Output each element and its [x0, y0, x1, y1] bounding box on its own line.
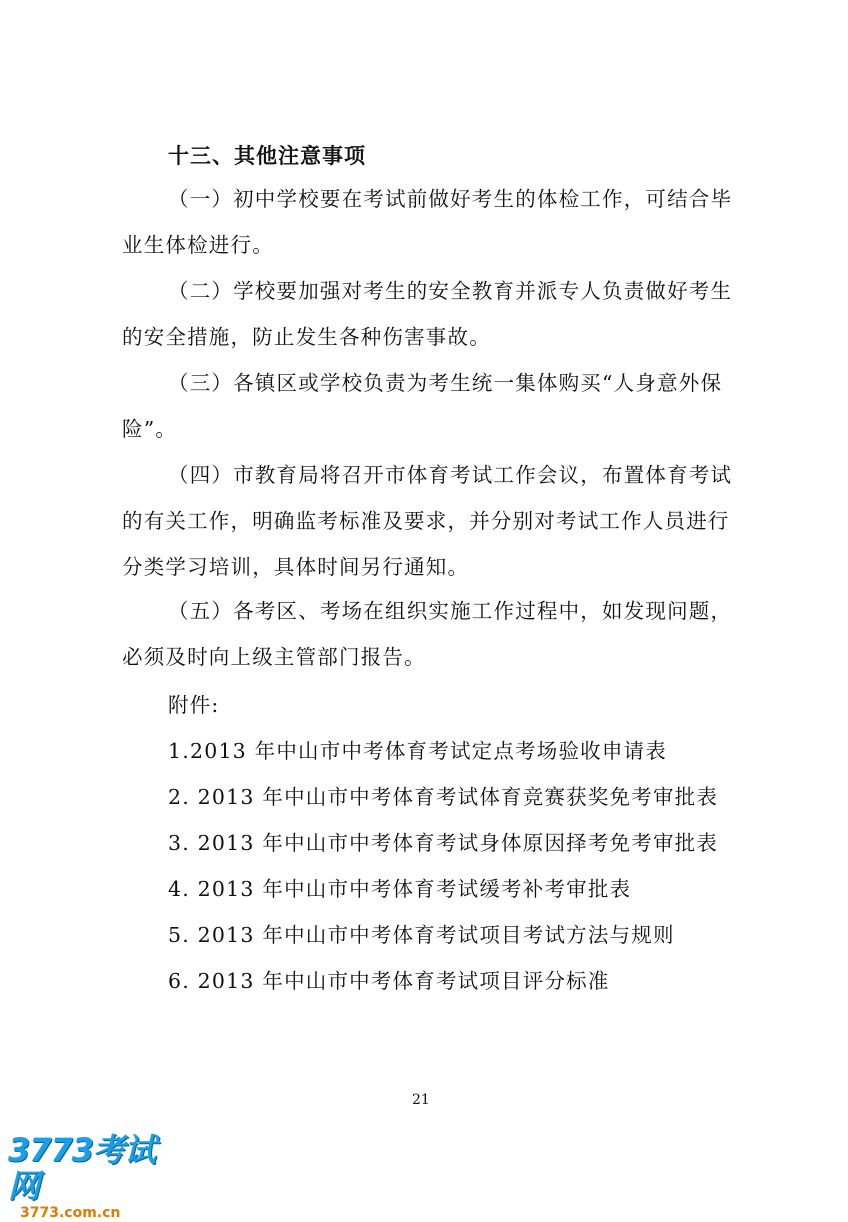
watermark-url: 3773.com.cn	[20, 1205, 121, 1221]
attachment-item-6: 6. 2013 年中山市中考体育考试项目评分标准	[168, 969, 610, 993]
page-number: 21	[412, 1092, 430, 1108]
attachment-item-1: 1.2013 年中山市中考体育考试定点考场验收申请表	[168, 739, 667, 763]
attachments-label: 附件:	[168, 693, 220, 717]
paragraph-3: （三）各镇区或学校负责为考生统一集体购买“人身意外保险”。	[122, 371, 723, 441]
paragraph-5: （五）各考区、考场在组织实施工作过程中，如发现问题，必须及时向上级主管部门报告。	[122, 599, 733, 669]
paragraph-1: （一）初中学校要在考试前做好考生的体检工作，可结合毕业生体检进行。	[122, 187, 733, 257]
site-watermark	[8, 1131, 178, 1221]
paragraph-4: （四）市教育局将召开市体育考试工作会议，布置体育考试的有关工作，明确监考标准及要求，并分别对考试工作人员进行分类学习培训，具体时间另行通知。	[122, 463, 733, 579]
paragraph-2: （二）学校要加强对考生的安全教育并派专人负责做好考生的安全措施，防止发生各种伤害事故。	[122, 279, 733, 349]
attachment-item-5: 5. 2013 年中山市中考体育考试项目考试方法与规则	[168, 923, 675, 947]
attachment-item-4: 4. 2013 年中山市中考体育考试缓考补考审批表	[168, 877, 632, 901]
attachment-item-3: 3. 2013 年中山市中考体育考试身体原因择考免考审批表	[168, 831, 719, 855]
watermark-logo: 3773考试网	[8, 1131, 156, 1205]
section-heading: 十三、其他注意事项	[168, 144, 366, 168]
attachment-item-2: 2. 2013 年中山市中考体育考试体育竞赛获奖免考审批表	[168, 785, 719, 809]
